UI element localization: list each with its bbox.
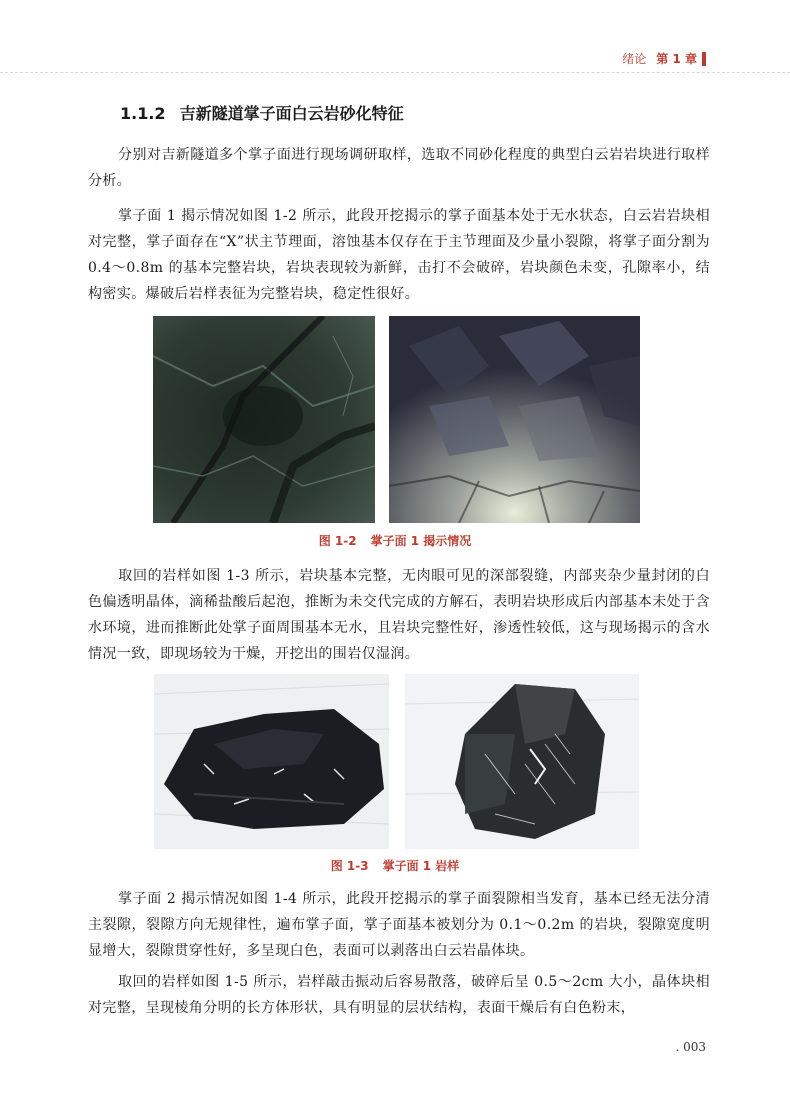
figure-1-2-number: 图 1-2 — [318, 534, 357, 548]
figure-1-2-caption — [0, 532, 790, 549]
section-heading — [120, 101, 404, 124]
figure-1-3-image-right — [405, 674, 639, 849]
header-divider — [0, 72, 790, 73]
section-number: 1.1.2 — [120, 104, 166, 123]
page-number: . 003 — [675, 1040, 706, 1054]
running-header — [622, 50, 706, 67]
figure-1-2-title: 掌子面 1 揭示情况 — [370, 534, 472, 548]
figure-1-3-number: 图 1-3 — [330, 859, 369, 873]
paragraph-3: 取回的岩样如图 1-3 所示，岩块基本完整，无肉眼可见的深部裂缝，内部夹杂少量封闭的白色偏透明晶体，滴稀盐酸后起泡，推断为未交代完成的方解石，表明岩块形成后内部基本未处于含水环境，进而推断此处掌子面周围基本无水，且岩块完整性好，渗透性较低，这与现场揭示的含水情况一致，即现场较为干燥，开挖出的围岩仅湿润。 — [88, 568, 710, 662]
figure-1-2-image-right — [389, 316, 640, 523]
figure-1-3-caption — [0, 857, 790, 874]
header-chapter-prefix: 绪论 — [622, 52, 647, 66]
paragraph-2: 掌子面 1 揭示情况如图 1-2 所示，此段开挖揭示的掌子面基本处于无水状态，白云岩岩块相对完整，掌子面存在“X”状主节理面，溶蚀基本仅存在于主节理面及少量小裂隙，将掌子面分割为 0.4～0.8m 的基本完整岩块，岩块表现较为新鲜，击打不会破碎，岩块颜色未变，孔隙率小，结构密实。爆破后岩样表征为完整岩块，稳定性很好。 — [88, 208, 710, 302]
header-chapter-label: 第 1 章 — [656, 52, 697, 66]
figure-1-3-image-left — [154, 674, 389, 849]
paragraph-5: 取回的岩样如图 1-5 所示，岩样敲击振动后容易散落，破碎后呈 0.5～2cm 大小，晶体块相对完整，呈现棱角分明的长方体形状，具有明显的层状结构，表面干燥后有白色粉末， — [88, 974, 710, 1016]
header-bar — [702, 52, 706, 66]
figure-1-3-title: 掌子面 1 岩样 — [382, 859, 460, 873]
paragraph-4: 掌子面 2 揭示情况如图 1-4 所示，此段开挖揭示的掌子面裂隙相当发育，基本已经无法分清主裂隙，裂隙方向无规律性，遍布掌子面，掌子面基本被划分为 0.1～0.2m 的岩块，裂隙宽度明显增大，裂隙贯穿性好，多呈现白色，表面可以剥落出白云岩晶体块。 — [88, 891, 710, 959]
paragraph-1: 分别对吉新隧道多个掌子面进行现场调研取样，选取不同砂化程度的典型白云岩岩块进行取样分析。 — [88, 147, 710, 189]
section-title: 吉新隧道掌子面白云岩砂化特征 — [179, 104, 404, 123]
figure-1-2-image-left — [153, 316, 375, 523]
